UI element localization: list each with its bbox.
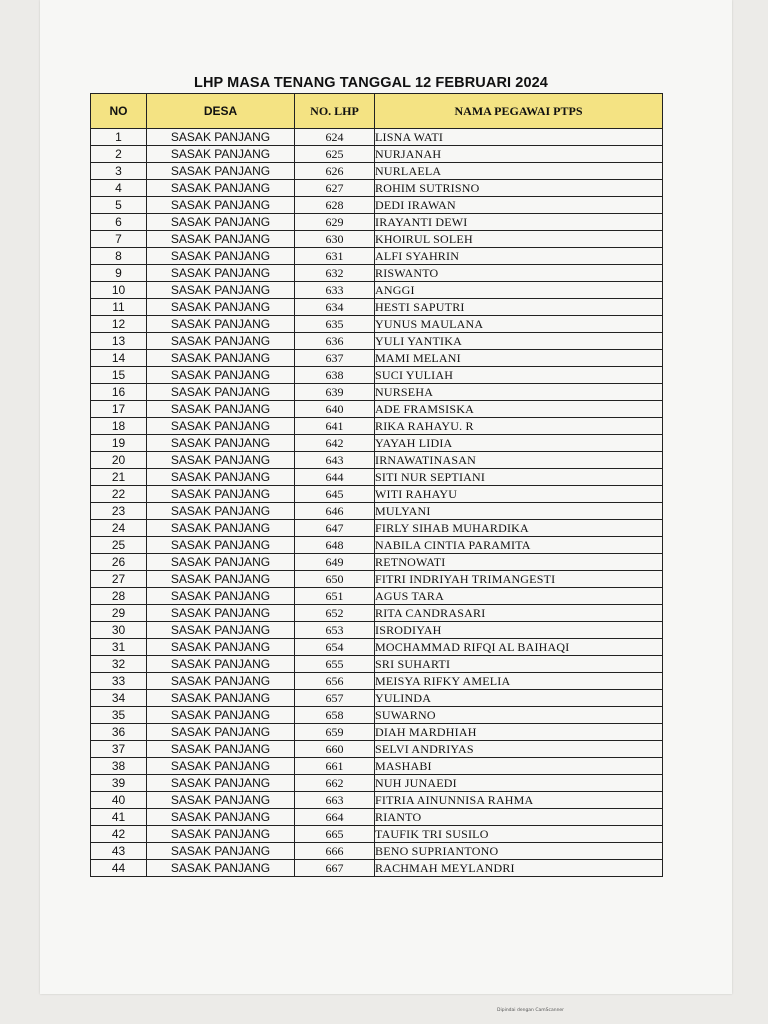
cell-desa: SASAK PANJANG <box>147 214 295 231</box>
table-row <box>91 197 663 214</box>
table-body <box>91 129 663 877</box>
cell-desa: SASAK PANJANG <box>147 146 295 163</box>
cell-no-lhp: 648 <box>295 537 375 554</box>
cell-no: 33 <box>91 673 147 690</box>
cell-no-lhp: 636 <box>295 333 375 350</box>
cell-no-lhp: 624 <box>295 129 375 146</box>
cell-no-lhp: 639 <box>295 384 375 401</box>
table-row <box>91 673 663 690</box>
table-row <box>91 163 663 180</box>
table-row <box>91 826 663 843</box>
cell-desa: SASAK PANJANG <box>147 435 295 452</box>
cell-no: 17 <box>91 401 147 418</box>
cell-desa: SASAK PANJANG <box>147 163 295 180</box>
table-row <box>91 503 663 520</box>
cell-nama-pegawai: NURLAELA <box>375 163 663 180</box>
cell-no: 25 <box>91 537 147 554</box>
cell-nama-pegawai: ISRODIYAH <box>375 622 663 639</box>
cell-no: 22 <box>91 486 147 503</box>
cell-no: 26 <box>91 554 147 571</box>
table-row <box>91 520 663 537</box>
cell-no-lhp: 649 <box>295 554 375 571</box>
cell-no-lhp: 664 <box>295 809 375 826</box>
cell-no: 16 <box>91 384 147 401</box>
cell-nama-pegawai: MASHABI <box>375 758 663 775</box>
cell-no: 18 <box>91 418 147 435</box>
cell-nama-pegawai: YULINDA <box>375 690 663 707</box>
cell-no-lhp: 654 <box>295 639 375 656</box>
cell-desa: SASAK PANJANG <box>147 248 295 265</box>
cell-nama-pegawai: ROHIM SUTRISNO <box>375 180 663 197</box>
cell-desa: SASAK PANJANG <box>147 197 295 214</box>
cell-desa: SASAK PANJANG <box>147 180 295 197</box>
cell-no-lhp: 644 <box>295 469 375 486</box>
cell-no-lhp: 653 <box>295 622 375 639</box>
cell-no-lhp: 661 <box>295 758 375 775</box>
cell-desa: SASAK PANJANG <box>147 775 295 792</box>
cell-desa: SASAK PANJANG <box>147 792 295 809</box>
document-title: LHP MASA TENANG TANGGAL 12 FEBRUARI 2024 <box>194 75 548 91</box>
table-row <box>91 333 663 350</box>
table-row <box>91 724 663 741</box>
cell-nama-pegawai: SITI NUR SEPTIANI <box>375 469 663 486</box>
cell-desa: SASAK PANJANG <box>147 401 295 418</box>
table-row <box>91 146 663 163</box>
cell-no: 1 <box>91 129 147 146</box>
cell-no: 41 <box>91 809 147 826</box>
cell-desa: SASAK PANJANG <box>147 367 295 384</box>
cell-nama-pegawai: LISNA WATI <box>375 129 663 146</box>
table-row <box>91 299 663 316</box>
cell-nama-pegawai: RIKA RAHAYU. R <box>375 418 663 435</box>
cell-no-lhp: 662 <box>295 775 375 792</box>
scanner-watermark: Dipindai dengan CamScanner <box>497 1008 565 1013</box>
cell-desa: SASAK PANJANG <box>147 843 295 860</box>
cell-nama-pegawai: MOCHAMMAD RIFQI AL BAIHAQI <box>375 639 663 656</box>
cell-nama-pegawai: RACHMAH MEYLANDRI <box>375 860 663 877</box>
cell-no: 8 <box>91 248 147 265</box>
table-row <box>91 775 663 792</box>
cell-no: 21 <box>91 469 147 486</box>
table-row <box>91 367 663 384</box>
table-row <box>91 469 663 486</box>
cell-desa: SASAK PANJANG <box>147 452 295 469</box>
cell-nama-pegawai: FIRLY SIHAB MUHARDIKA <box>375 520 663 537</box>
cell-no-lhp: 631 <box>295 248 375 265</box>
cell-desa: SASAK PANJANG <box>147 503 295 520</box>
cell-desa: SASAK PANJANG <box>147 809 295 826</box>
cell-desa: SASAK PANJANG <box>147 316 295 333</box>
table-row <box>91 792 663 809</box>
cell-nama-pegawai: WITI RAHAYU <box>375 486 663 503</box>
table-row <box>91 758 663 775</box>
table-row <box>91 588 663 605</box>
table-header-row <box>91 94 663 129</box>
cell-no-lhp: 629 <box>295 214 375 231</box>
cell-nama-pegawai: TAUFIK TRI SUSILO <box>375 826 663 843</box>
table-row <box>91 265 663 282</box>
table-row <box>91 214 663 231</box>
cell-no: 6 <box>91 214 147 231</box>
cell-no-lhp: 641 <box>295 418 375 435</box>
cell-desa: SASAK PANJANG <box>147 537 295 554</box>
cell-no-lhp: 655 <box>295 656 375 673</box>
cell-nama-pegawai: KHOIRUL SOLEH <box>375 231 663 248</box>
cell-nama-pegawai: DIAH MARDHIAH <box>375 724 663 741</box>
cell-nama-pegawai: FITRIA AINUNNISA RAHMA <box>375 792 663 809</box>
cell-nama-pegawai: IRAYANTI DEWI <box>375 214 663 231</box>
cell-no-lhp: 660 <box>295 741 375 758</box>
table-row <box>91 350 663 367</box>
table-row <box>91 435 663 452</box>
cell-no: 14 <box>91 350 147 367</box>
cell-nama-pegawai: HESTI SAPUTRI <box>375 299 663 316</box>
cell-no: 37 <box>91 741 147 758</box>
cell-no: 3 <box>91 163 147 180</box>
cell-nama-pegawai: ALFI SYAHRIN <box>375 248 663 265</box>
cell-no-lhp: 634 <box>295 299 375 316</box>
cell-desa: SASAK PANJANG <box>147 486 295 503</box>
cell-nama-pegawai: IRNAWATINASAN <box>375 452 663 469</box>
cell-no-lhp: 659 <box>295 724 375 741</box>
cell-no: 39 <box>91 775 147 792</box>
cell-no-lhp: 635 <box>295 316 375 333</box>
cell-no: 12 <box>91 316 147 333</box>
cell-desa: SASAK PANJANG <box>147 639 295 656</box>
cell-nama-pegawai: NUH JUNAEDI <box>375 775 663 792</box>
cell-nama-pegawai: SRI SUHARTI <box>375 656 663 673</box>
cell-no-lhp: 651 <box>295 588 375 605</box>
cell-desa: SASAK PANJANG <box>147 231 295 248</box>
table-row <box>91 809 663 826</box>
cell-no: 5 <box>91 197 147 214</box>
cell-desa: SASAK PANJANG <box>147 741 295 758</box>
cell-nama-pegawai: ADE FRAMSISKA <box>375 401 663 418</box>
cell-no: 44 <box>91 860 147 877</box>
cell-nama-pegawai: MULYANI <box>375 503 663 520</box>
cell-no-lhp: 625 <box>295 146 375 163</box>
table-row <box>91 843 663 860</box>
table-row <box>91 231 663 248</box>
table-row <box>91 180 663 197</box>
cell-desa: SASAK PANJANG <box>147 265 295 282</box>
cell-nama-pegawai: BENO SUPRIANTONO <box>375 843 663 860</box>
cell-no: 15 <box>91 367 147 384</box>
cell-desa: SASAK PANJANG <box>147 384 295 401</box>
cell-no: 40 <box>91 792 147 809</box>
cell-nama-pegawai: FITRI INDRIYAH TRIMANGESTI <box>375 571 663 588</box>
lhp-table <box>90 93 663 877</box>
cell-no: 42 <box>91 826 147 843</box>
cell-no-lhp: 630 <box>295 231 375 248</box>
cell-desa: SASAK PANJANG <box>147 690 295 707</box>
table-row <box>91 639 663 656</box>
cell-no-lhp: 632 <box>295 265 375 282</box>
cell-desa: SASAK PANJANG <box>147 826 295 843</box>
cell-nama-pegawai: RITA CANDRASARI <box>375 605 663 622</box>
table-row <box>91 486 663 503</box>
cell-no: 35 <box>91 707 147 724</box>
cell-no-lhp: 665 <box>295 826 375 843</box>
cell-no-lhp: 626 <box>295 163 375 180</box>
cell-desa: SASAK PANJANG <box>147 673 295 690</box>
cell-no: 10 <box>91 282 147 299</box>
cell-no-lhp: 658 <box>295 707 375 724</box>
cell-desa: SASAK PANJANG <box>147 622 295 639</box>
cell-nama-pegawai: MAMI MELANI <box>375 350 663 367</box>
cell-no-lhp: 652 <box>295 605 375 622</box>
cell-no: 32 <box>91 656 147 673</box>
table-row <box>91 656 663 673</box>
cell-nama-pegawai: NURSEHA <box>375 384 663 401</box>
table-row <box>91 418 663 435</box>
cell-no-lhp: 657 <box>295 690 375 707</box>
cell-nama-pegawai: ANGGI <box>375 282 663 299</box>
cell-desa: SASAK PANJANG <box>147 724 295 741</box>
cell-no: 9 <box>91 265 147 282</box>
table-row <box>91 741 663 758</box>
header-no: NO <box>91 94 147 129</box>
cell-no-lhp: 667 <box>295 860 375 877</box>
cell-no-lhp: 642 <box>295 435 375 452</box>
cell-nama-pegawai: DEDI IRAWAN <box>375 197 663 214</box>
cell-nama-pegawai: RETNOWATI <box>375 554 663 571</box>
cell-no-lhp: 627 <box>295 180 375 197</box>
cell-nama-pegawai: RISWANTO <box>375 265 663 282</box>
cell-no-lhp: 663 <box>295 792 375 809</box>
cell-no: 31 <box>91 639 147 656</box>
cell-desa: SASAK PANJANG <box>147 129 295 146</box>
cell-no-lhp: 643 <box>295 452 375 469</box>
cell-no: 24 <box>91 520 147 537</box>
table-row <box>91 282 663 299</box>
cell-no: 27 <box>91 571 147 588</box>
cell-desa: SASAK PANJANG <box>147 758 295 775</box>
table-row <box>91 248 663 265</box>
table-row <box>91 554 663 571</box>
cell-no-lhp: 650 <box>295 571 375 588</box>
cell-nama-pegawai: SUCI YULIAH <box>375 367 663 384</box>
cell-desa: SASAK PANJANG <box>147 418 295 435</box>
header-nama-pegawai: NAMA PEGAWAI PTPS <box>375 94 663 129</box>
cell-nama-pegawai: YUNUS MAULANA <box>375 316 663 333</box>
cell-no: 28 <box>91 588 147 605</box>
cell-nama-pegawai: YAYAH LIDIA <box>375 435 663 452</box>
cell-desa: SASAK PANJANG <box>147 299 295 316</box>
cell-desa: SASAK PANJANG <box>147 707 295 724</box>
cell-no: 23 <box>91 503 147 520</box>
cell-no: 7 <box>91 231 147 248</box>
cell-no-lhp: 656 <box>295 673 375 690</box>
table-row <box>91 537 663 554</box>
cell-no-lhp: 666 <box>295 843 375 860</box>
table-row <box>91 401 663 418</box>
cell-desa: SASAK PANJANG <box>147 554 295 571</box>
cell-desa: SASAK PANJANG <box>147 571 295 588</box>
cell-desa: SASAK PANJANG <box>147 282 295 299</box>
cell-no: 30 <box>91 622 147 639</box>
cell-no-lhp: 647 <box>295 520 375 537</box>
cell-nama-pegawai: RIANTO <box>375 809 663 826</box>
table-row <box>91 707 663 724</box>
table-row <box>91 571 663 588</box>
cell-desa: SASAK PANJANG <box>147 520 295 537</box>
cell-desa: SASAK PANJANG <box>147 588 295 605</box>
cell-no-lhp: 640 <box>295 401 375 418</box>
cell-nama-pegawai: YULI YANTIKA <box>375 333 663 350</box>
cell-no: 19 <box>91 435 147 452</box>
cell-nama-pegawai: MEISYA RIFKY AMELIA <box>375 673 663 690</box>
table-row <box>91 605 663 622</box>
cell-desa: SASAK PANJANG <box>147 656 295 673</box>
cell-no-lhp: 645 <box>295 486 375 503</box>
header-no-lhp: NO. LHP <box>295 94 375 129</box>
cell-no: 20 <box>91 452 147 469</box>
table-row <box>91 316 663 333</box>
cell-no-lhp: 628 <box>295 197 375 214</box>
cell-nama-pegawai: AGUS TARA <box>375 588 663 605</box>
header-desa: DESA <box>147 94 295 129</box>
cell-no: 43 <box>91 843 147 860</box>
cell-no: 2 <box>91 146 147 163</box>
cell-no: 13 <box>91 333 147 350</box>
cell-nama-pegawai: NURJANAH <box>375 146 663 163</box>
cell-no: 11 <box>91 299 147 316</box>
cell-no: 4 <box>91 180 147 197</box>
cell-desa: SASAK PANJANG <box>147 605 295 622</box>
cell-desa: SASAK PANJANG <box>147 860 295 877</box>
cell-desa: SASAK PANJANG <box>147 350 295 367</box>
cell-no: 34 <box>91 690 147 707</box>
cell-no: 29 <box>91 605 147 622</box>
cell-no-lhp: 646 <box>295 503 375 520</box>
cell-desa: SASAK PANJANG <box>147 469 295 486</box>
table-row <box>91 452 663 469</box>
cell-no: 36 <box>91 724 147 741</box>
cell-nama-pegawai: SELVI ANDRIYAS <box>375 741 663 758</box>
cell-no: 38 <box>91 758 147 775</box>
table-row <box>91 860 663 877</box>
cell-no-lhp: 638 <box>295 367 375 384</box>
table-row <box>91 129 663 146</box>
cell-no-lhp: 633 <box>295 282 375 299</box>
cell-nama-pegawai: NABILA CINTIA PARAMITA <box>375 537 663 554</box>
cell-no-lhp: 637 <box>295 350 375 367</box>
table-row <box>91 622 663 639</box>
cell-nama-pegawai: SUWARNO <box>375 707 663 724</box>
table-row <box>91 690 663 707</box>
cell-desa: SASAK PANJANG <box>147 333 295 350</box>
table-row <box>91 384 663 401</box>
